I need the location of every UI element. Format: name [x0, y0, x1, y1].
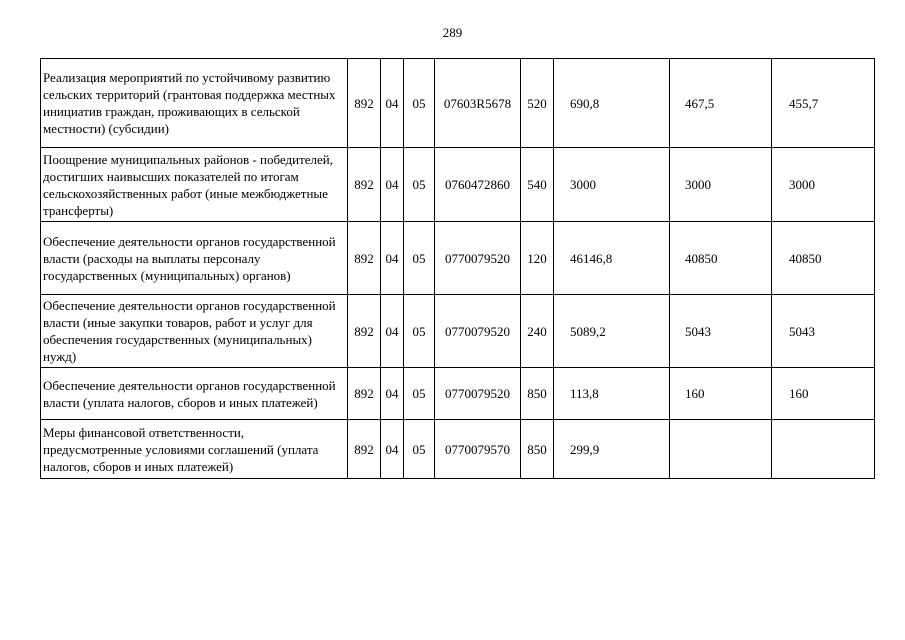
- sum-year-1-cell: 3000: [554, 148, 670, 222]
- section-code-cell: 04: [381, 148, 404, 222]
- expense-type-cell: 850: [521, 420, 554, 479]
- section-code-cell: 04: [381, 368, 404, 420]
- subsection-code-cell: 05: [404, 59, 435, 148]
- table-row: [41, 222, 875, 295]
- table-row: [41, 295, 875, 368]
- ministry-code-cell: 892: [348, 59, 381, 148]
- row-name-cell: Реализация мероприятий по устойчивому развитию сельских территорий (грантовая поддержка местных инициатив граждан, проживающих в сельской местности) (субсидии): [41, 59, 348, 148]
- ministry-code-cell: 892: [348, 295, 381, 368]
- target-article-cell: 07603R5678: [435, 59, 521, 148]
- row-name-cell: Обеспечение деятельности органов государственной власти (иные закупки товаров, работ и услуг для обеспечения государственных (муниципальных) нужд): [41, 295, 348, 368]
- page-number: 289: [442, 25, 463, 40]
- target-article-cell: 0770079520: [435, 295, 521, 368]
- subsection-code-cell: 05: [404, 368, 435, 420]
- sum-year-1-cell: 46146,8: [554, 222, 670, 295]
- sum-year-2-cell: [670, 420, 772, 479]
- sum-year-3-cell: 455,7: [772, 59, 875, 148]
- section-code-cell: 04: [381, 59, 404, 148]
- expense-type-cell: 540: [521, 148, 554, 222]
- sum-year-3-cell: 3000: [772, 148, 875, 222]
- subsection-code-cell: 05: [404, 222, 435, 295]
- row-name-cell: Меры финансовой ответственности, предусмотренные условиями соглашений (уплата налогов, сборов и иных платежей): [41, 420, 348, 479]
- ministry-code-cell: 892: [348, 420, 381, 479]
- sum-year-3-cell: 5043: [772, 295, 875, 368]
- ministry-code-cell: 892: [348, 368, 381, 420]
- sum-year-2-cell: 160: [670, 368, 772, 420]
- sum-year-3-cell: [772, 420, 875, 479]
- expense-type-cell: 240: [521, 295, 554, 368]
- sum-year-1-cell: 113,8: [554, 368, 670, 420]
- table-row: [41, 59, 875, 148]
- row-name-cell: Обеспечение деятельности органов государственной власти (расходы на выплаты персоналу государственных (муниципальных) органов): [41, 222, 348, 295]
- table-row: [41, 368, 875, 420]
- ministry-code-cell: 892: [348, 148, 381, 222]
- target-article-cell: 0770079570: [435, 420, 521, 479]
- sum-year-2-cell: 40850: [670, 222, 772, 295]
- sum-year-2-cell: 5043: [670, 295, 772, 368]
- section-code-cell: 04: [381, 420, 404, 479]
- sum-year-1-cell: 299,9: [554, 420, 670, 479]
- target-article-cell: 0770079520: [435, 368, 521, 420]
- sum-year-1-cell: 690,8: [554, 59, 670, 148]
- row-name-cell: Поощрение муниципальных районов - победителей, достигших наивысших показателей по итогам сельскохозяйственных работ (иные межбюджетные трансферты): [41, 148, 348, 222]
- sum-year-2-cell: 467,5: [670, 59, 772, 148]
- target-article-cell: 0770079520: [435, 222, 521, 295]
- subsection-code-cell: 05: [404, 148, 435, 222]
- sum-year-2-cell: 3000: [670, 148, 772, 222]
- target-article-cell: 0760472860: [435, 148, 521, 222]
- expense-type-cell: 520: [521, 59, 554, 148]
- sum-year-3-cell: 40850: [772, 222, 875, 295]
- section-code-cell: 04: [381, 222, 404, 295]
- table-row: [41, 148, 875, 222]
- subsection-code-cell: 05: [404, 420, 435, 479]
- ministry-code-cell: 892: [348, 222, 381, 295]
- expense-type-cell: 120: [521, 222, 554, 295]
- sum-year-3-cell: 160: [772, 368, 875, 420]
- sum-year-1-cell: 5089,2: [554, 295, 670, 368]
- section-code-cell: 04: [381, 295, 404, 368]
- expense-type-cell: 850: [521, 368, 554, 420]
- subsection-code-cell: 05: [404, 295, 435, 368]
- row-name-cell: Обеспечение деятельности органов государственной власти (уплата налогов, сборов и иных платежей): [41, 368, 348, 420]
- budget-table: [40, 58, 875, 479]
- table-row: [41, 420, 875, 479]
